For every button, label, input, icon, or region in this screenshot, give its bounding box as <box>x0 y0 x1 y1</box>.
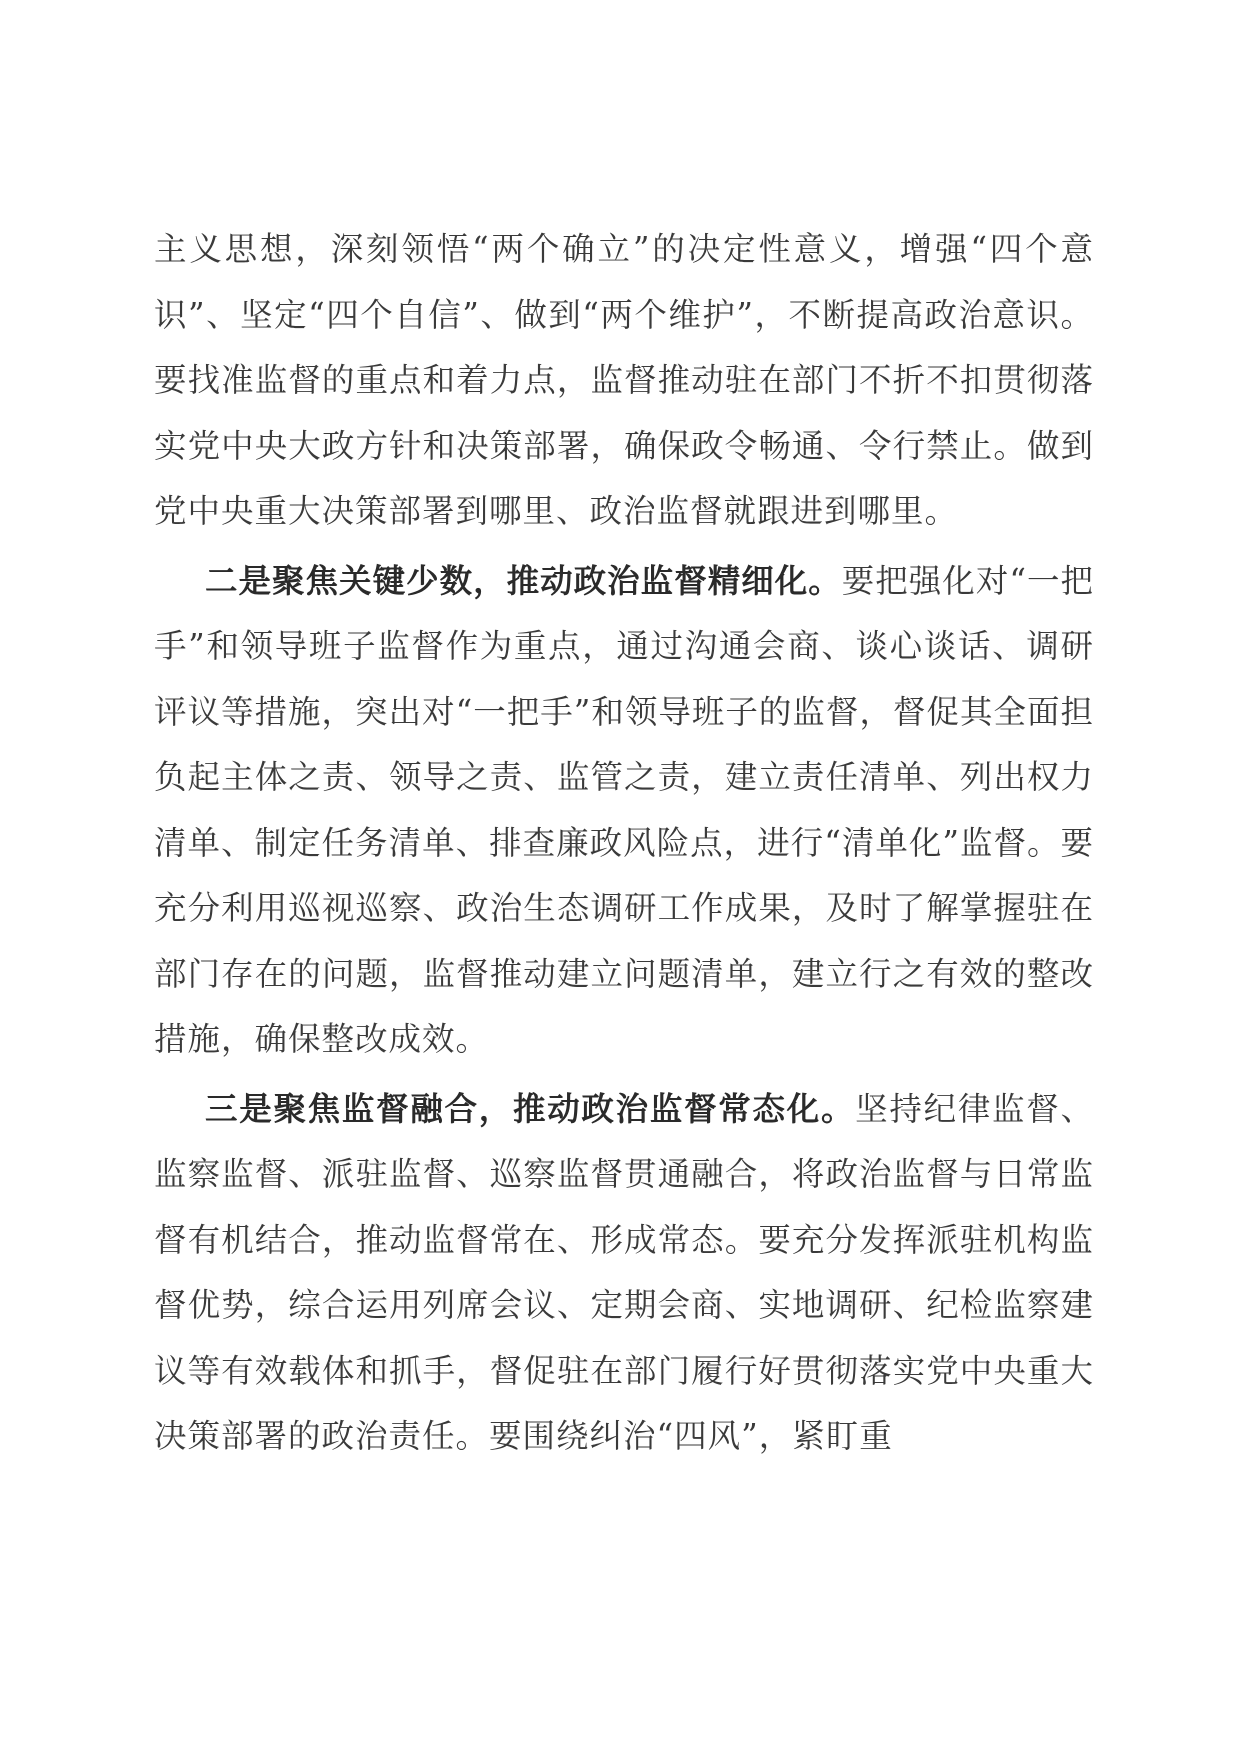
body-text <box>154 216 1094 1470</box>
paragraph-2 <box>154 548 1094 1073</box>
paragraph-3 <box>154 1076 1094 1470</box>
paragraph-3-text: 坚持纪律监督、监察监督、派驻监督、巡察监督贯通融合，将政治监督与日常监督有机结合，推动监督常在、形成常态。要充分发挥派驻机构监督优势，综合运用列席会议、定期会商、实地调研、纪检监察建议等有效载体和抓手，督促驻在部门履行好贯彻落实党中央重大决策部署的政治责任。要围绕纠治“四风”，紧盯重 <box>154 1089 1094 1455</box>
paragraph-1 <box>154 216 1094 545</box>
paragraph-2-lead: 二是聚焦关键少数，推动政治监督精细化。 <box>205 560 842 600</box>
paragraph-1-text: 主义思想，深刻领悟“两个确立”的决定性意义，增强“四个意识”、坚定“四个自信”、做到“两个维护”，不断提高政治意识。要找准监督的重点和着力点，监督推动驻在部门不折不扣贯彻落实党中央大政方针和决策部署，确保政令畅通、令行禁止。做到党中央重大决策部署到哪里、政治监督就跟进到哪里。 <box>154 230 1094 530</box>
paragraph-2-text: 要把强化对“一把手”和领导班子监督作为重点，通过沟通会商、谈心谈话、调研评议等措施，突出对“一把手”和领导班子的监督，督促其全面担负起主体之责、领导之责、监管之责，建立责任清单、列出权力清单、制定任务清单、排查廉政风险点，进行“清单化”监督。要充分利用巡视巡察、政治生态调研工作成果，及时了解掌握驻在部门存在的问题，监督推动建立问题清单，建立行之有效的整改措施，确保整改成效。 <box>154 561 1094 1058</box>
paragraph-3-lead: 三是聚焦监督融合，推动政治监督常态化。 <box>205 1088 856 1128</box>
